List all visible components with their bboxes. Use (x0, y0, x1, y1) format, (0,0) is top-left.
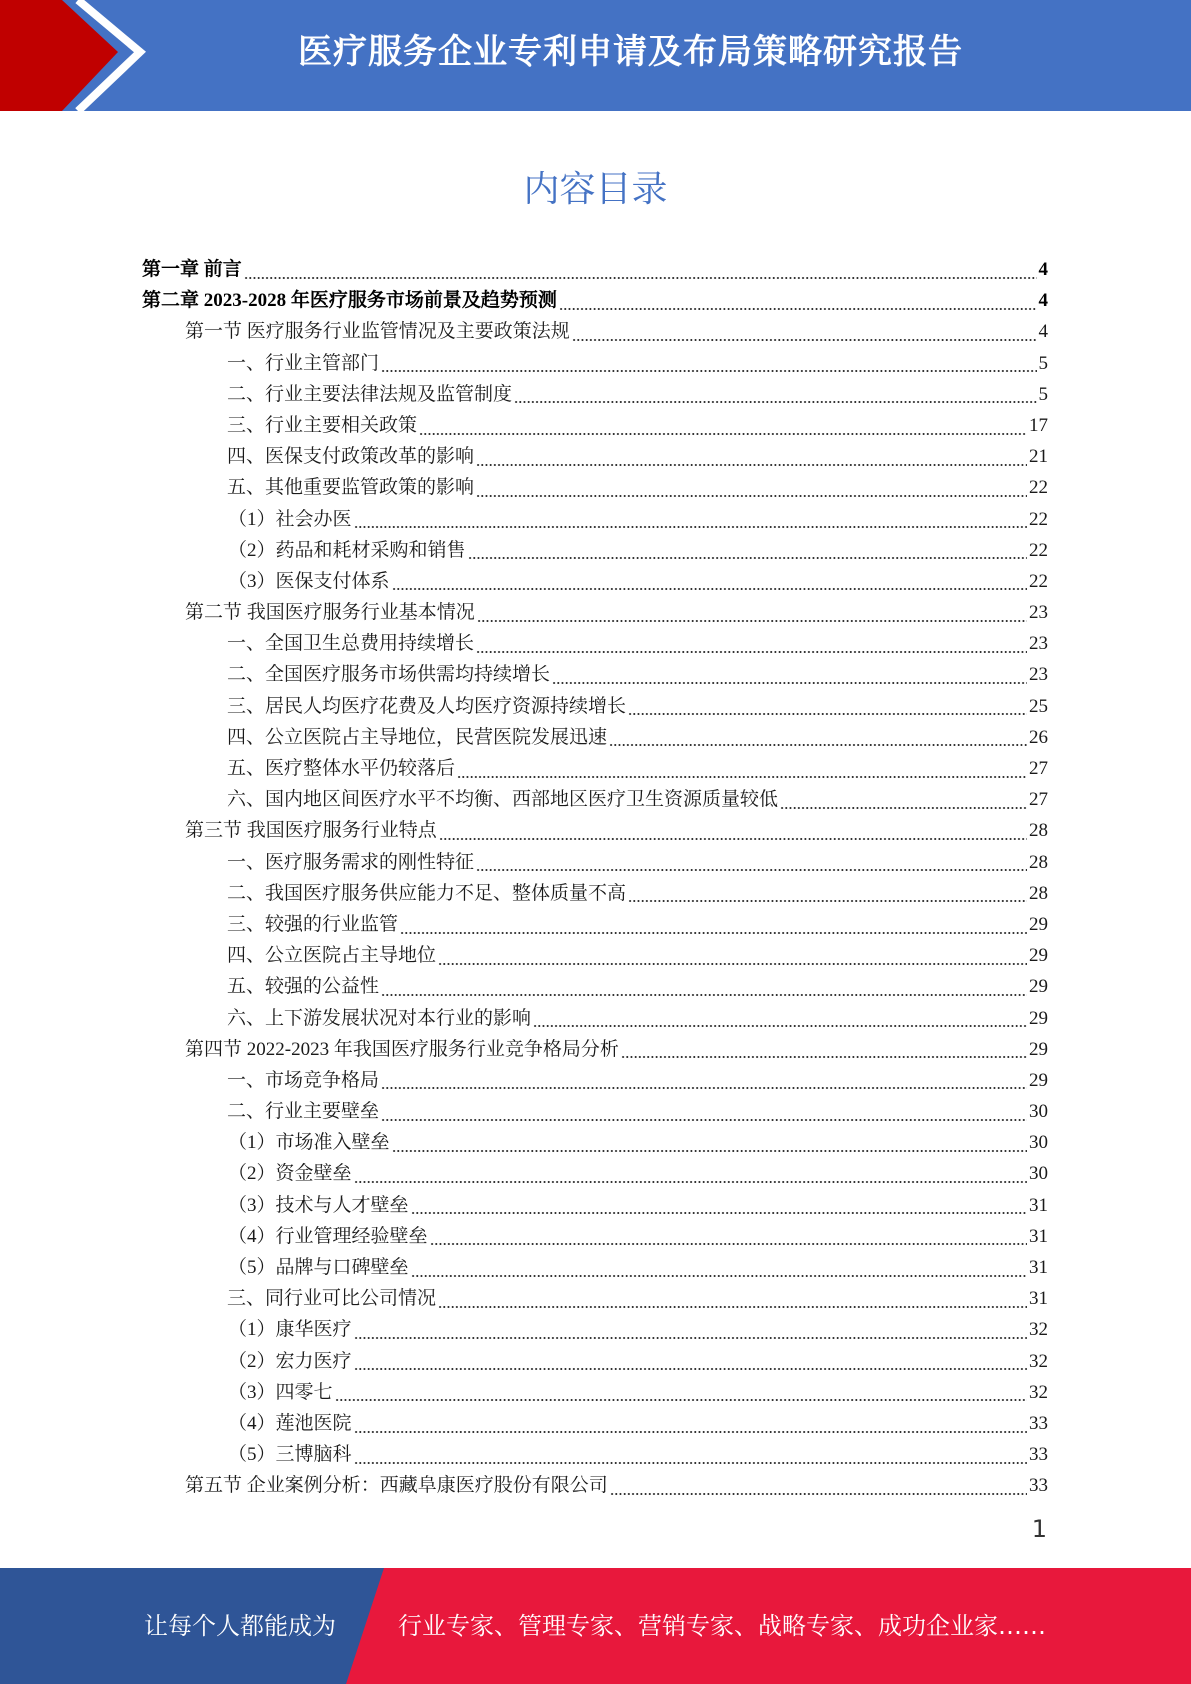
toc-dot-leader (400, 932, 1027, 934)
toc-entry[interactable] (142, 1314, 1048, 1345)
toc-dot-leader (609, 744, 1027, 746)
toc-dot-leader (381, 1087, 1027, 1089)
toc-entry-text: 第三节 我国医疗服务行业特点 (185, 820, 437, 842)
toc-entry-text: 三、行业主要相关政策 (227, 414, 418, 436)
toc-entry-page: 28 (1029, 882, 1048, 904)
toc-entry-text: （2）药品和耗材采购和销售 (228, 539, 466, 561)
toc-dot-leader (476, 869, 1027, 871)
toc-entry-text: 三、较强的行业监管 (227, 913, 399, 935)
toc-dot-leader (411, 1212, 1027, 1214)
toc-entry-page: 30 (1029, 1163, 1048, 1185)
toc-entry-page: 32 (1029, 1350, 1048, 1372)
toc-entry-page: 29 (1029, 945, 1048, 967)
toc-entry-text: 四、公立医院占主导地位，民营医院发展迅速 (227, 726, 608, 748)
toc-entry[interactable] (142, 1408, 1048, 1439)
toc-entry-text: （5）三博脑科 (228, 1444, 352, 1466)
toc-entry-page: 4 (1038, 259, 1048, 280)
toc-entry[interactable] (142, 472, 1048, 503)
toc-entry-page: 23 (1029, 602, 1048, 624)
toc-entry-text: （1）康华医疗 (228, 1319, 352, 1341)
toc-dot-leader (438, 963, 1027, 965)
toc-entry-page: 5 (1038, 383, 1048, 405)
toc-entry-page: 22 (1029, 570, 1048, 592)
toc-entry-text: （4）行业管理经验壁垒 (228, 1225, 428, 1247)
toc-entry-page: 31 (1029, 1194, 1048, 1216)
toc-entry-text: 二、我国医疗服务供应能力不足、整体质量不高 (227, 882, 627, 904)
toc-dot-leader (354, 1368, 1027, 1370)
toc-entry[interactable] (142, 285, 1048, 316)
toc-entry-text: 二、行业主要法律法规及监管制度 (227, 383, 513, 405)
toc-entry-page: 27 (1029, 758, 1048, 779)
toc-entry[interactable] (142, 971, 1048, 1002)
toc-entry[interactable] (142, 659, 1048, 690)
toc-entry[interactable] (142, 535, 1048, 566)
toc-entry[interactable] (142, 1190, 1048, 1221)
toc-entry[interactable] (142, 1127, 1048, 1158)
toc-entry[interactable] (142, 316, 1048, 347)
toc-entry-page: 29 (1029, 1007, 1048, 1029)
toc-entry-page: 4 (1038, 321, 1048, 343)
toc-dot-leader (610, 1493, 1027, 1495)
toc-entry[interactable] (142, 784, 1048, 815)
toc-dot-leader (381, 994, 1027, 996)
toc-entry-page: 30 (1029, 1132, 1048, 1154)
toc-dot-leader (392, 588, 1027, 590)
toc-entry-page: 31 (1029, 1225, 1048, 1247)
toc-entry-page: 25 (1029, 695, 1048, 717)
toc-entry-text: 第四节 2022-2023 年我国医疗服务行业竞争格局分析 (185, 1038, 619, 1060)
toc-entry[interactable] (142, 597, 1048, 628)
toc-entry-text: 四、公立医院占主导地位 (227, 945, 437, 967)
toc-entry-text: 第五节 企业案例分析：西藏阜康医疗股份有限公司 (185, 1475, 608, 1497)
toc-entry-page: 22 (1029, 539, 1048, 561)
toc-entry[interactable] (142, 1283, 1048, 1314)
toc-entry-text: （2）资金壁垒 (228, 1163, 352, 1185)
toc-entry[interactable] (142, 254, 1048, 285)
toc-dot-leader (477, 620, 1027, 622)
toc-entry[interactable] (142, 1252, 1048, 1283)
toc-dot-leader (439, 838, 1027, 840)
toc-entry[interactable] (142, 504, 1048, 535)
toc-entry-text: （1）社会办医 (228, 508, 352, 530)
toc-entry-page: 33 (1029, 1412, 1048, 1434)
toc-entry-text: 一、市场竞争格局 (227, 1069, 380, 1091)
toc-dot-leader (572, 339, 1037, 341)
toc-entry-text: 二、行业主要壁垒 (227, 1101, 380, 1123)
toc-entry-text: （4）莲池医院 (228, 1412, 352, 1434)
toc-entry[interactable] (142, 1470, 1048, 1501)
toc-entry[interactable] (142, 1096, 1048, 1127)
toc-dot-leader (335, 1399, 1027, 1401)
toc-dot-leader (354, 1337, 1027, 1339)
toc-entry-page: 29 (1029, 913, 1048, 935)
toc-entry[interactable] (142, 753, 1048, 784)
toc-entry[interactable] (142, 628, 1048, 659)
toc-entry-page: 29 (1029, 1069, 1048, 1091)
header-arrow-decoration (0, 0, 150, 111)
header-band (0, 0, 1191, 111)
toc-entry[interactable] (142, 1034, 1048, 1065)
toc-entry-text: 第二章 2023-2028 年医疗服务市场前景及趋势预测 (142, 290, 557, 312)
toc-entry-text: 五、较强的公益性 (227, 976, 380, 998)
toc-entry-text: 五、其他重要监管政策的影响 (227, 477, 475, 499)
toc-entry-text: （3）技术与人才壁垒 (228, 1194, 409, 1216)
toc-entry[interactable] (142, 1158, 1048, 1189)
toc-dot-leader (621, 1056, 1027, 1058)
toc-entry-text: 六、国内地区间医疗水平不均衡、西部地区医疗卫生资源质量较低 (227, 789, 779, 811)
toc-entry-page: 5 (1038, 352, 1048, 374)
toc-entry-text: 第一章 前言 (142, 259, 242, 280)
toc-entry-text: （3）四零七 (228, 1381, 333, 1403)
toc-entry-text: 一、医疗服务需求的刚性特征 (227, 851, 475, 873)
toc-entry-text: 第二节 我国医疗服务行业基本情况 (185, 602, 475, 624)
toc-entry-page: 32 (1029, 1381, 1048, 1403)
toc-entry-page: 23 (1029, 633, 1048, 655)
toc-entry-text: （3）医保支付体系 (228, 570, 390, 592)
toc-entry[interactable] (142, 940, 1048, 971)
toc-entry[interactable] (142, 1221, 1048, 1252)
toc-dot-leader (514, 401, 1036, 403)
toc-dot-leader (392, 1150, 1027, 1152)
toc-dot-leader (628, 900, 1027, 902)
toc-entry-text: 一、行业主管部门 (227, 352, 380, 374)
toc-dot-leader (354, 1181, 1027, 1183)
footer-slogan-right: 行业专家、管理专家、营销专家、战略专家、成功企业家…… (398, 1612, 1046, 1640)
toc-dot-leader (476, 464, 1027, 466)
toc-entry-text: 五、医疗整体水平仍较落后 (227, 758, 456, 779)
toc-entry[interactable] (142, 1065, 1048, 1096)
toc-entry-text: 四、医保支付政策改革的影响 (227, 446, 475, 468)
toc-dot-leader (381, 1119, 1027, 1121)
toc-entry-text: （5）品牌与口碑壁垒 (228, 1257, 409, 1278)
report-title: 医疗服务企业专利申请及布局策略研究报告 (298, 32, 963, 72)
toc-entry-text: 二、全国医疗服务市场供需均持续增长 (227, 664, 551, 686)
toc-entry[interactable] (142, 909, 1048, 940)
toc-entry-text: 第一节 医疗服务行业监管情况及主要政策法规 (185, 321, 570, 343)
toc-dot-leader (354, 1462, 1027, 1464)
toc-entry[interactable] (142, 1003, 1048, 1034)
toc-entry[interactable] (142, 410, 1048, 441)
toc-entry-page: 17 (1029, 414, 1048, 436)
toc-entry[interactable] (142, 691, 1048, 722)
toc-entry[interactable] (142, 441, 1048, 472)
toc-entry-page: 28 (1029, 820, 1048, 842)
toc-dot-leader (354, 1431, 1027, 1433)
toc-entry[interactable] (142, 1377, 1048, 1408)
toc-dot-leader (419, 433, 1027, 435)
toc-entry-page: 22 (1029, 508, 1048, 530)
toc-entry-page: 32 (1029, 1319, 1048, 1341)
toc-dot-leader (552, 682, 1027, 684)
toc-entry-page: 26 (1029, 726, 1048, 748)
toc-entry-page: 22 (1029, 477, 1048, 499)
toc-entry-page: 28 (1029, 851, 1048, 873)
toc-dot-leader (430, 1243, 1027, 1245)
toc-entry-text: （2）宏力医疗 (228, 1350, 352, 1372)
toc-entry[interactable] (142, 722, 1048, 753)
toc-heading: 内容目录 (523, 169, 668, 210)
toc-entry-page: 33 (1029, 1475, 1048, 1497)
toc-dot-leader (628, 713, 1027, 715)
table-of-contents (142, 254, 1048, 1502)
footer-slogan-left: 让每个人都能成为 (144, 1612, 336, 1640)
toc-entry-page: 31 (1029, 1257, 1048, 1278)
toc-dot-leader (780, 807, 1027, 809)
toc-entry[interactable] (142, 815, 1048, 846)
toc-dot-leader (438, 1306, 1027, 1308)
toc-entry[interactable] (142, 878, 1048, 909)
toc-entry-page: 23 (1029, 664, 1048, 686)
toc-entry[interactable] (142, 1439, 1048, 1470)
toc-entry-page: 33 (1029, 1444, 1048, 1466)
toc-entry[interactable] (142, 847, 1048, 878)
toc-entry-text: 三、同行业可比公司情况 (227, 1288, 437, 1310)
toc-dot-leader (533, 1025, 1027, 1027)
toc-entry-text: 六、上下游发展状况对本行业的影响 (227, 1007, 532, 1029)
toc-entry-page: 29 (1029, 1038, 1048, 1060)
toc-entry-page: 21 (1029, 446, 1048, 468)
toc-dot-leader (381, 370, 1036, 372)
toc-entry[interactable] (142, 566, 1048, 597)
toc-dot-leader (457, 776, 1027, 778)
toc-dot-leader (411, 1275, 1027, 1277)
toc-entry[interactable] (142, 348, 1048, 379)
toc-entry-text: 三、居民人均医疗花费及人均医疗资源持续增长 (227, 695, 627, 717)
toc-dot-leader (559, 308, 1037, 310)
toc-entry-page: 27 (1029, 789, 1048, 811)
toc-entry-page: 29 (1029, 976, 1048, 998)
toc-dot-leader (354, 526, 1027, 528)
toc-entry-page: 4 (1038, 290, 1048, 312)
toc-entry-text: （1）市场准入壁垒 (228, 1132, 390, 1154)
toc-dot-leader (468, 557, 1027, 559)
toc-dot-leader (244, 277, 1037, 279)
toc-entry[interactable] (142, 1346, 1048, 1377)
page-number: 1 (1031, 1515, 1047, 1543)
toc-entry-text: 一、全国卫生总费用持续增长 (227, 633, 475, 655)
toc-dot-leader (476, 495, 1027, 497)
toc-entry-page: 31 (1029, 1288, 1048, 1310)
toc-entry[interactable] (142, 379, 1048, 410)
toc-dot-leader (476, 651, 1027, 653)
toc-entry-page: 30 (1029, 1101, 1048, 1123)
